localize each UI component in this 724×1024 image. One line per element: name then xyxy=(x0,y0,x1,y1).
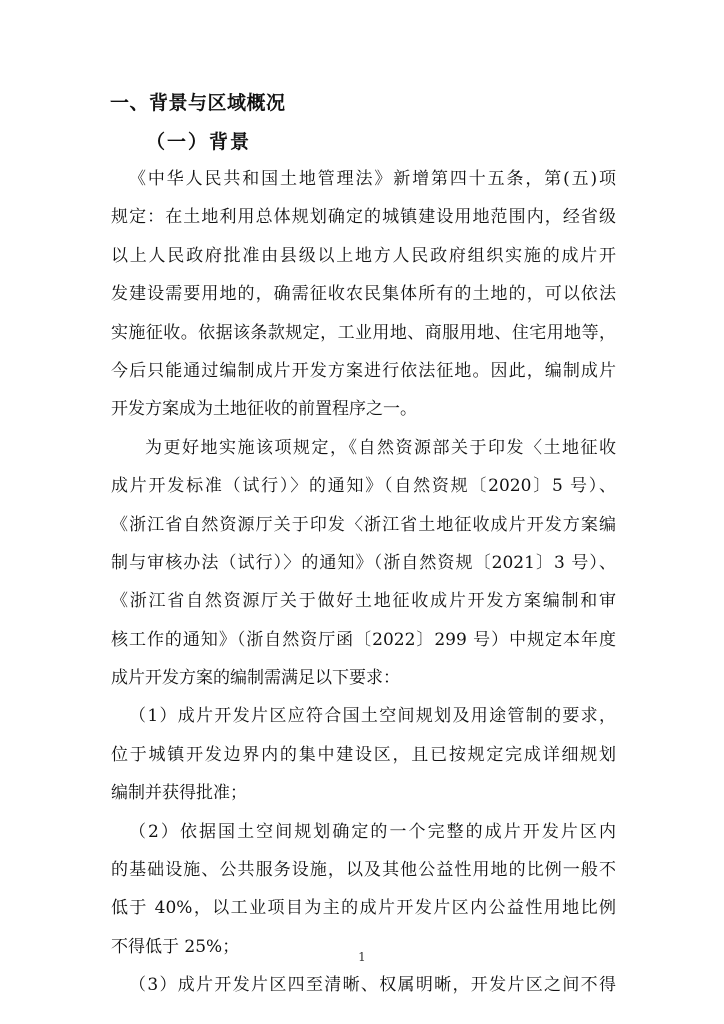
text-line: 位于城镇开发边界内的集中建设区，且已按规定完成详细规划 xyxy=(111,744,616,765)
text-line: （3）成片开发片区四至清晰、权属明晰，开发片区之间不得 xyxy=(129,975,616,996)
text-line: 《浙江省自然资源厅关于印发〈浙江省土地征收成片开发方案编 xyxy=(111,514,616,535)
text-line: 实施征收。依据该条款规定，工业用地、商服用地、住宅用地等， xyxy=(111,322,616,343)
text-line: （2）依据国土空间规划确定的一个完整的成片开发片区内 xyxy=(129,821,616,842)
text-line: （1）成片开发片区应符合国土空间规划及用途管制的要求， xyxy=(129,706,616,727)
text-line: 的基础设施、公共服务设施，以及其他公益性用地的比例一般不 xyxy=(111,860,616,881)
text-line: 编制并获得批准； xyxy=(111,783,247,804)
text-line: 为更好地实施该项规定，《自然资源部关于印发〈土地征收 xyxy=(145,437,616,458)
page-number: 1 xyxy=(358,950,366,964)
text-line: 成片开发方案的编制需满足以下要求： xyxy=(111,668,400,689)
text-line: 《中华人民共和国土地管理法》新增第四十五条，第(五)项 xyxy=(129,169,616,189)
text-line: 核工作的通知》（浙自然资厅函〔2022〕299 号）中规定本年度 xyxy=(111,629,616,650)
text-line: 成片开发标准（试行）〉的通知》（自然资规〔2020〕5 号）、 xyxy=(111,476,616,497)
text-line: 不得低于 25%； xyxy=(111,936,240,957)
text-line: 规定：在土地利用总体规划确定的城镇建设用地范围内，经省级 xyxy=(111,207,616,228)
text-line: 低于 40%，以工业项目为主的成片开发片区内公益性用地比例 xyxy=(111,898,616,919)
text-line: 开发方案成为土地征收的前置程序之一。 xyxy=(111,399,417,420)
text-line: 以上人民政府批准由县级以上地方人民政府组织实施的成片开 xyxy=(111,245,616,266)
subsection-heading: （一）背景 xyxy=(146,131,252,153)
text-line: 《浙江省自然资源厅关于做好土地征收成片开发方案编制和审 xyxy=(111,591,616,612)
text-line: 今后只能通过编制成片开发方案进行依法征地。因此，编制成片 xyxy=(111,360,616,381)
text-line: 制与审核办法（试行）〉的通知》（浙自然资规〔2021〕3 号）、 xyxy=(111,552,616,573)
text-line: 发建设需要用地的，确需征收农民集体所有的土地的，可以依法 xyxy=(111,284,616,305)
section-heading: 一、背景与区域概况 xyxy=(110,92,286,114)
body-text xyxy=(111,160,616,1005)
